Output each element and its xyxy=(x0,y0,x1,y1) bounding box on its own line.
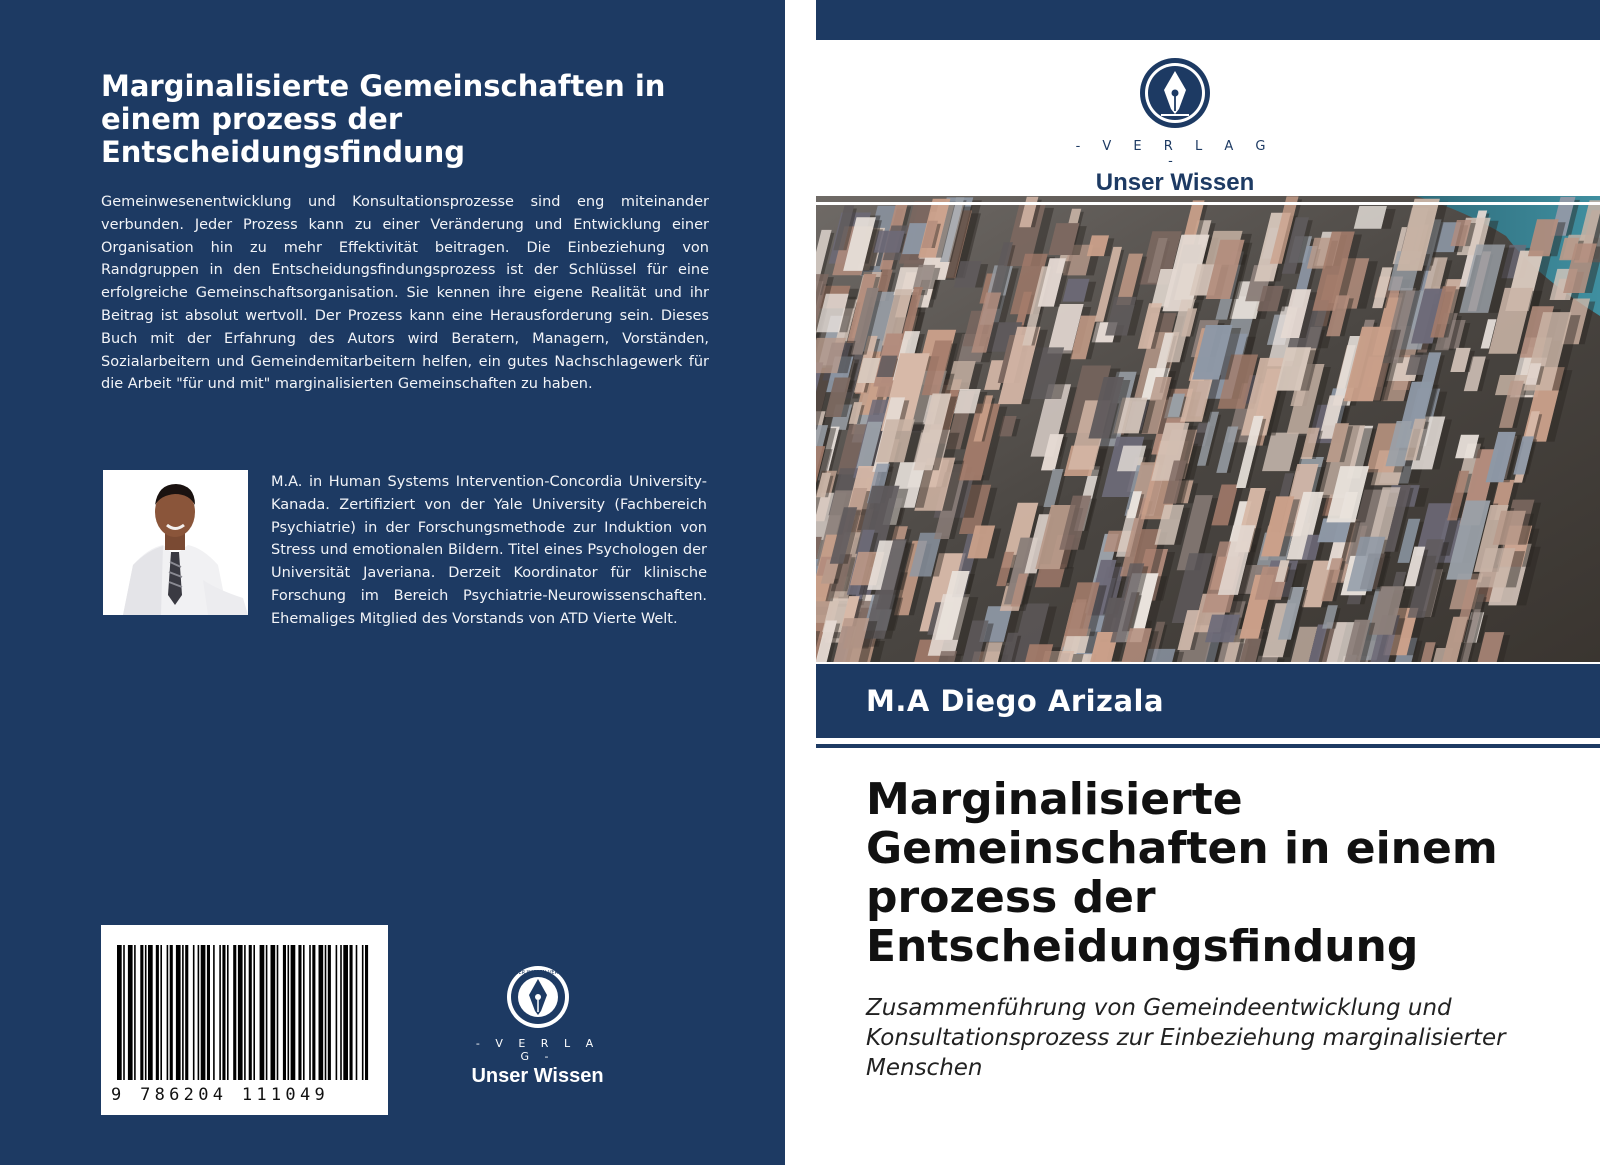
front-publisher-name: Unser Wissen xyxy=(1095,169,1255,196)
author-biography: M.A. in Human Systems Intervention-Concordia University-Kanada. Zertifiziert von der Yale University (Fachbereich Psychiatrie) in der Forschungsmethode zur Induktion von Stress und emotionalen Bildern. Titel eines Psychologen der Universität Javeriana. Derzeit Koordinator für klinische Forschung im Bereich Psychiatrie-Neurowissenschaften. Ehemaliges Mitglied des Vorstands von ATD Vierte Welt. xyxy=(271,474,707,627)
front-top-bar xyxy=(816,0,1600,40)
pen-nib-logo-icon xyxy=(1139,57,1211,129)
front-publisher-verlag: - V E R L A G - xyxy=(1075,139,1275,169)
front-divider xyxy=(816,744,1600,748)
isbn-barcode xyxy=(101,925,388,1115)
author-name: M.A Diego Arizala xyxy=(866,684,1165,718)
back-cover-title: Marginalisierte Gemeinschaften in einem prozess der Entscheidungsfindung xyxy=(101,69,666,169)
front-cover-subtitle: Zusammenführung von Gemeindeentwicklung und Konsultationsprozess zur Einbeziehung marginalisierter Menschen xyxy=(866,995,1506,1081)
back-cover xyxy=(0,0,785,1165)
front-cover xyxy=(785,0,1600,1165)
back-cover-description: Gemeinwesenentwicklung und Konsultationsprozesse sind eng miteinander verbunden. Jeder Prozess kann zu einer Veränderung und Entwicklung einer Organisation hin zu mehr Effektivität beitragen. Die Einbeziehung von Randgruppen in den Entscheidungsfindungsprozess ist der Schlüssel für eine erfolgreiche Gemeinschaftsorganisation. Sie kennen ihre eigene Realität und ihr Beitrag ist absolut wertvoll. Der Prozess kann eine Herausforderung sein. Dieses Buch mit der Erfahrung des Autors wird Beratern, Managern, Vorständen, Sozialarbeitern und Gemeindemitarbeitern helfen, ein gutes Nachschlagewerk für die Arbeit "für und mit" marginalisierten Gemeinschaften zu haben. xyxy=(101,194,709,393)
back-publisher-verlag: - V E R L A G - xyxy=(475,1037,600,1063)
front-cover-title: Marginalisierte Gemeinschaften in einem prozess der Entscheidungsfindung xyxy=(866,774,1498,972)
city-aerial-photo xyxy=(816,196,1600,662)
photo-top-line xyxy=(816,202,1600,205)
author-band xyxy=(816,664,1600,738)
author-portrait xyxy=(103,470,248,615)
isbn-digits: 9 786204 111049 xyxy=(111,1085,330,1105)
back-publisher-name: Unser Wissen xyxy=(471,1065,604,1087)
seal-ring-text: UNSER WISSEN VERLAG xyxy=(507,970,568,976)
front-publisher-logo xyxy=(1075,57,1275,197)
pen-nib-logo-icon xyxy=(506,965,570,1029)
back-publisher-logo xyxy=(465,965,610,1088)
